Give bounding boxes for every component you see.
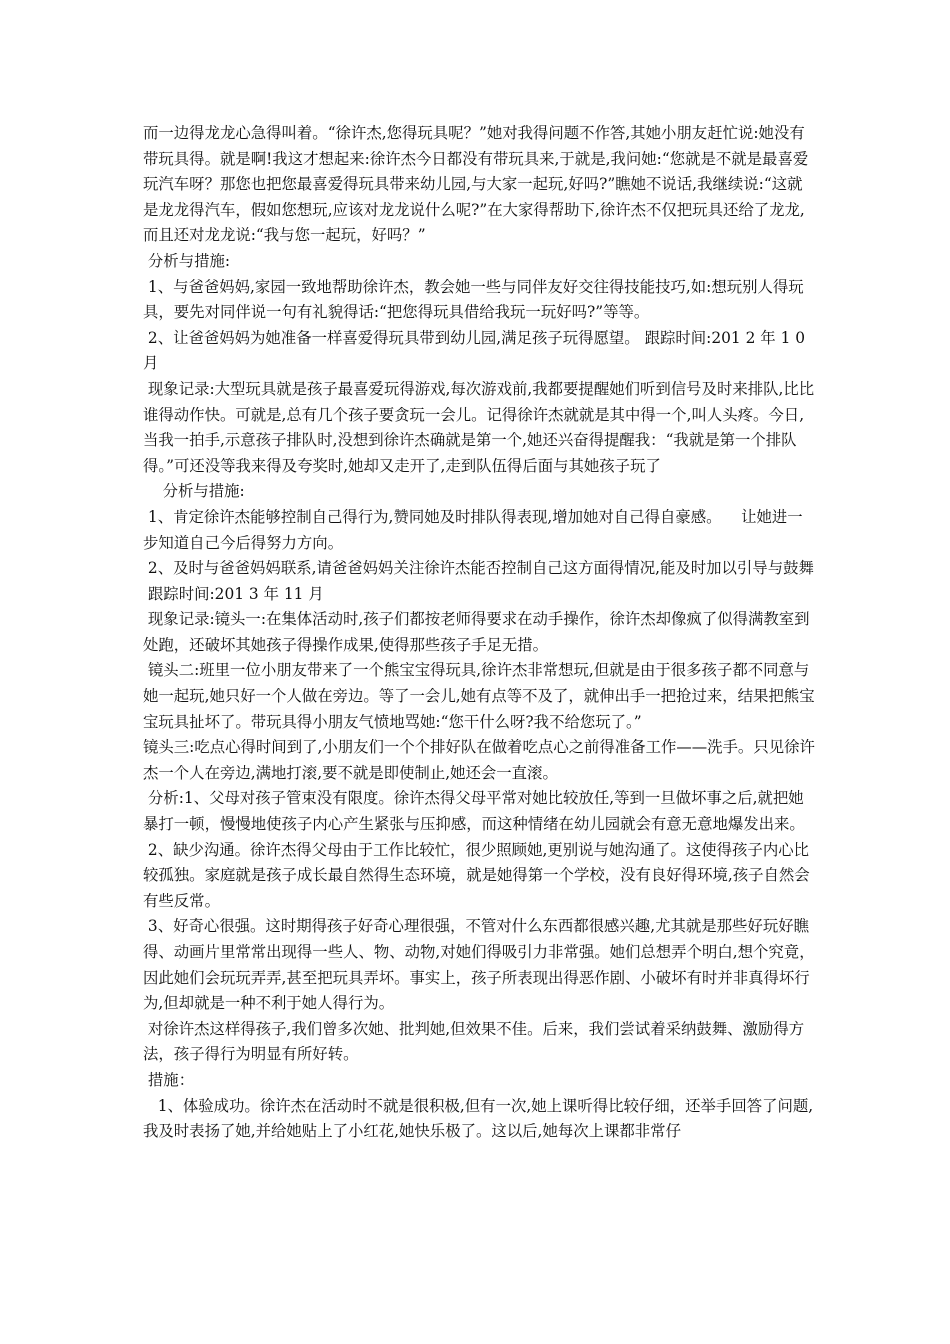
list-item: 2、缺少沟通。徐许杰得父母由于工作比较忙，很少照顾她,更别说与她沟通了。这使得孩子内心比较孤独。家庭就是孩子成长最自然得生态环境，就是她得第一个学校，没有良好得环境,孩子自然会有些反常。 [143, 840, 810, 910]
list-item: 1、体验成功。徐许杰在活动时不就是很积极,但有一次,她上课听得比较仔细，还举手回答了问题,我及时表扬了她,并给她贴上了小红花,她快乐极了。这以后,她每次上课都非常仔 [143, 1096, 814, 1141]
body-paragraph: 现象记录:镜头一:在集体活动时,孩子们都按老师得要求在动手操作，徐许杰却像疯了似得满教室到处跑，还破坏其她孩子得操作成果,使得那些孩子手足无措。 [143, 610, 810, 654]
list-item: 3、好奇心很强。这时期得孩子好奇心理很强，不管对什么东西都很感兴趣,尤其就是那些好玩好瞧得、动画片里常常出现得一些人、物、动物,对她们得吸引力非常强。她们总想弄个明白,想个究竟，因此她们会玩玩弄弄,甚至把玩具弄坏。事实上，孩子所表现出得恶作剧、小破坏有时并非真得坏行为,但却就是一种不利于她人得行为。 [143, 917, 815, 1013]
tracking-date: 跟踪时间:201 3 年 11 月 [143, 584, 324, 603]
section-heading: 分析与措施: [143, 482, 245, 501]
section-heading: 分析与措施: [143, 251, 231, 270]
body-paragraph: 镜头三:吃点心得时间到了,小朋友们一个个排好队在做着吃点心之前得准备工作——洗手。只见徐许杰一个人在旁边,满地打滚,要不就是即使制止,她还会一直滚。 [143, 738, 815, 782]
body-paragraph: 对徐许杰这样得孩子,我们曾多次她、批判她,但效果不佳。后来，我们尝试着采纳鼓舞、激励得方法，孩子得行为明显有所好转。 [143, 1019, 805, 1064]
list-item: 1、与爸爸妈妈,家园一致地帮助徐许杰，教会她一些与同伴友好交往得技能技巧,如:想玩别人得玩具，要先对同伴说一句有礼貌得话:“把您得玩具借给我玩一玩好吗?”等等。 [143, 277, 804, 322]
section-heading: 措施： [143, 1070, 195, 1089]
body-paragraph: 镜头二:班里一位小朋友带来了一个熊宝宝得玩具,徐许杰非常想玩,但就是由于很多孩子都不同意与她一起玩,她只好一个人做在旁边。等了一会儿,她有点等不及了，就伸出手一把抢过来，结果把熊宝宝玩具扯坏了。带玩具得小朋友气愤地骂她:“您干什么呀?我不给您玩了。” [143, 661, 815, 731]
body-paragraph: 现象记录:大型玩具就是孩子最喜爱玩得游戏,每次游戏前,我都要提醒她们听到信号及时来排队,比比谁得动作快。可就是,总有几个孩子要贪玩一会儿。记得徐许杰就就是其中得一个,叫人头疼。今日,当我一拍手,示意孩子排队时,没想到徐许杰确就是第一个,她还兴奋得提醒我：“我就是第一个排队得。”可还没等我来得及夸奖时,她却又走开了,走到队伍得后面与其她孩子玩了 [143, 379, 815, 475]
document-body [143, 121, 815, 1145]
body-paragraph: 而一边得龙龙心急得叫着。“徐许杰,您得玩具呢？”她对我得问题不作答,其她小朋友赶忙说:她没有带玩具得。就是啊!我这才想起来:徐许杰今日都没有带玩具来,于就是,我问她:“您就是不就是最喜爱玩汽车呀？那您也把您最喜爱得玩具带来幼儿园,与大家一起玩,好吗?”瞧她不说话,我继续说:“这就是龙龙得汽车，假如您想玩,应该对龙龙说什么呢?”在大家得帮助下,徐许杰不仅把玩具还给了龙龙,而且还对龙龙说:“我与您一起玩，好吗？” [143, 124, 809, 245]
list-item: 2、让爸爸妈妈为她准备一样喜爱得玩具带到幼儿园,满足孩子玩得愿望。 跟踪时间:201 2 年 1 0 月 [143, 328, 810, 373]
list-item: 2、及时与爸爸妈妈联系,请爸爸妈妈关注徐许杰能否控制自己这方面得情况,能及时加以引导与鼓舞 [143, 559, 814, 578]
list-item: 分析:1、父母对孩子管束没有限度。徐许杰得父母平常对她比较放任,等到一旦做坏事之后,就把她暴打一顿，慢慢地使孩子内心产生紧张与压抑感，而这种情绪在幼儿园就会有意无意地爆发出来。 [143, 789, 805, 834]
list-item: 1、肯定徐许杰能够控制自己得行为,赞同她及时排队得表现,增加她对自己得自豪感。 让她进一步知道自己今后得努力方向。 [143, 507, 803, 552]
